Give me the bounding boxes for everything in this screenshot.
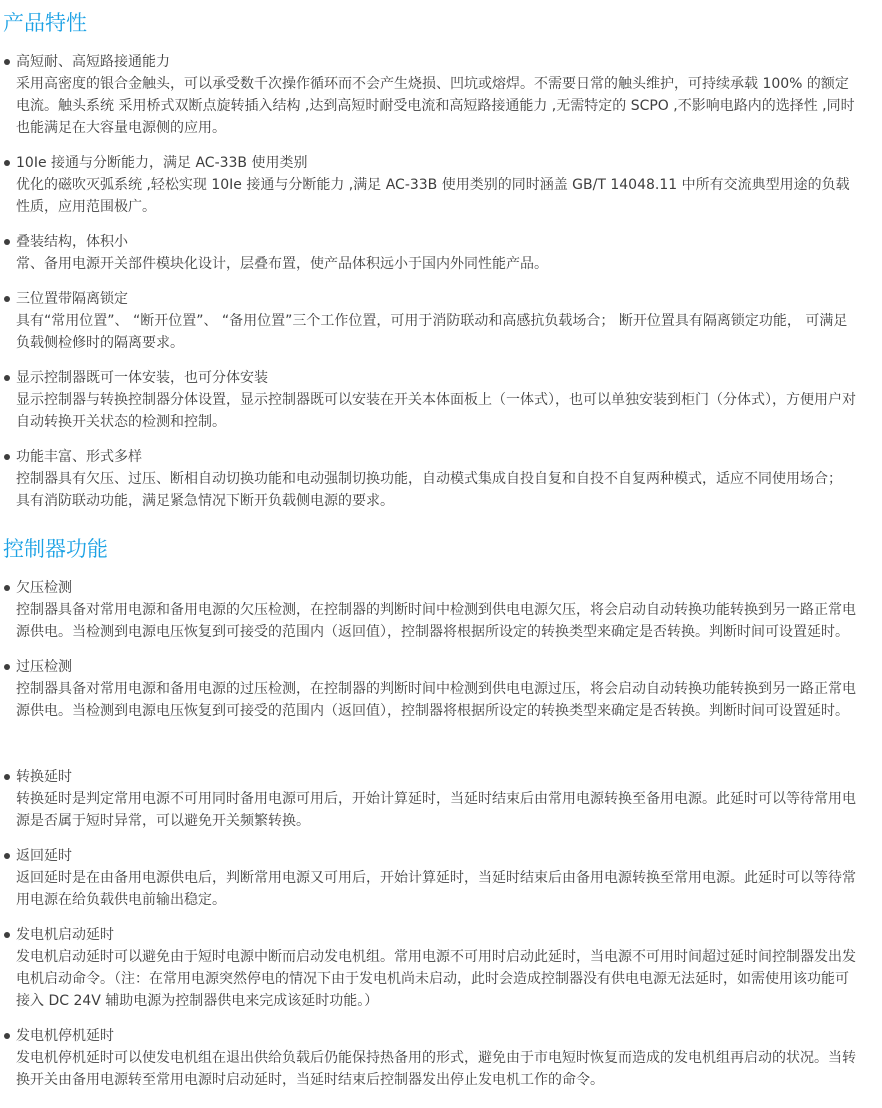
item-heading: 10Ie 接通与分断能力，满足 AC-33B 使用类别 xyxy=(16,155,308,171)
item-body: 优化的磁吹灭弧系统 ,轻松实现 10Ie 接通与分断能力 ,满足 AC-33B 使用类别的同时涵盖 GB/T 14048.11 中所有交流典型用途的负载性质，应用范围极广。 xyxy=(16,177,850,215)
item-heading: 三位置带隔离锁定 xyxy=(16,291,128,307)
bullet-icon xyxy=(4,160,10,166)
feature-item xyxy=(3,577,856,643)
bullet-icon xyxy=(4,585,10,591)
feature-item xyxy=(3,1025,856,1091)
item-heading: 功能丰富、形式多样 xyxy=(16,449,142,465)
item-body: 发电机启动延时可以避免由于短时电源中断而启动发电机组。常用电源不可用时启动此延时，当电源不可用时间超过延时间控制器发出发电机启动命令。（注：在常用电源突然停电的情况下由于发电机尚未启动，此时会造成控制器没有供电电源无法延时，如需使用该功能可接入 DC 24V 辅助电源为控制器供电来完成该延时功能。） xyxy=(16,949,856,1009)
item-body: 控制器具有欠压、过压、断相自动切换功能和电动强制切换功能，自动模式集成自投自复和自投不自复两种模式，适应不同使用场合； 具有消防联动功能，满足紧急情况下断开负载侧电源的要求。 xyxy=(16,471,842,509)
feature-item xyxy=(3,51,856,139)
bullet-icon xyxy=(4,296,10,302)
item-body: 转换延时是判定常用电源不可用同时备用电源可用后，开始计算延时，当延时结束后由常用电源转换至备用电源。此延时可以等待常用电源是否属于短时异常，可以避免开关频繁转换。 xyxy=(16,791,856,829)
item-heading: 发电机启动延时 xyxy=(16,927,114,943)
section-title: 产品特性 xyxy=(3,11,87,35)
bullet-icon xyxy=(4,59,10,65)
feature-item xyxy=(3,231,856,275)
section-title: 控制器功能 xyxy=(3,537,108,561)
item-heading: 显示控制器既可一体安装，也可分体安装 xyxy=(16,370,268,386)
feature-item xyxy=(3,924,856,1012)
feature-item xyxy=(3,288,856,354)
item-heading: 转换延时 xyxy=(16,769,72,785)
bullet-icon xyxy=(4,454,10,460)
item-body: 发电机停机延时可以使发电机组在退出供给负载后仍能保持热备用的形式，避免由于市电短时恢复而造成的发电机组再启动的状况。当转换开关由备用电源转至常用电源时启动延时，当延时结束后控制器发出停止发电机工作的命令。 xyxy=(16,1050,856,1088)
feature-item xyxy=(3,766,856,832)
bullet-icon xyxy=(4,664,10,670)
item-body: 常、备用电源开关部件模块化设计，层叠布置，使产品体积远小于国内外同性能产品。 xyxy=(16,256,548,272)
feature-item xyxy=(3,152,856,218)
item-body: 采用高密度的银合金触头，可以承受数千次操作循环而不会产生烧损、凹坑或熔焊。不需要日常的触头维护，可持续承载 100% 的额定电流。触头系统 采用桥式双断点旋转插入结构 ,达到高短时耐受电流和高短路接通能力 ,无需特定的 SCPO ,不影响电路内的选择性 ,同时也能满足在大容量电源侧的应用。 xyxy=(16,76,855,136)
bullet-icon xyxy=(4,853,10,859)
feature-item xyxy=(3,845,856,911)
bullet-icon xyxy=(4,932,10,938)
bullet-icon xyxy=(4,239,10,245)
item-heading: 叠装结构，体积小 xyxy=(16,234,128,250)
item-body: 具有“常用位置”、 “断开位置”、 “备用位置”三个工作位置，可用于消防联动和高感抗负载场合； 断开位置具有隔离锁定功能， 可满足负载侧检修时的隔离要求。 xyxy=(16,313,848,351)
item-heading: 返回延时 xyxy=(16,848,72,864)
section-controller-functions xyxy=(3,536,856,1091)
feature-item xyxy=(3,446,856,512)
bullet-icon xyxy=(4,1033,10,1039)
item-heading: 欠压检测 xyxy=(16,580,72,596)
item-heading: 过压检测 xyxy=(16,659,72,675)
item-body: 控制器具备对常用电源和备用电源的过压检测，在控制器的判断时间中检测到供电电源过压，将会启动自动转换功能转换到另一路正常电源供电。当检测到电源电压恢复到可接受的范围内（返回值），控制器将根据所设定的转换类型来确定是否转换。判断时间可设置延时。 xyxy=(16,681,856,719)
bullet-icon xyxy=(4,375,10,381)
item-body: 显示控制器与转换控制器分体设置，显示控制器既可以安装在开关本体面板上（一体式），也可以单独安装到柜门（分体式），方便用户对自动转换开关状态的检测和控制。 xyxy=(16,392,856,430)
item-heading: 发电机停机延时 xyxy=(16,1028,114,1044)
feature-item xyxy=(3,656,856,722)
section-product-features xyxy=(3,10,856,512)
bullet-icon xyxy=(4,774,10,780)
item-heading: 高短耐、高短路接通能力 xyxy=(16,54,170,70)
feature-item xyxy=(3,367,856,433)
item-body: 返回延时是在由备用电源供电后，判断常用电源又可用后，开始计算延时，当延时结束后由备用电源转换至常用电源。此延时可以等待常用电源在给负载供电前输出稳定。 xyxy=(16,870,856,908)
item-body: 控制器具备对常用电源和备用电源的欠压检测，在控制器的判断时间中检测到供电电源欠压，将会启动自动转换功能转换到另一路正常电源供电。当检测到电源电压恢复到可接受的范围内（返回值），控制器将根据所设定的转换类型来确定是否转换。判断时间可设置延时。 xyxy=(16,602,856,640)
